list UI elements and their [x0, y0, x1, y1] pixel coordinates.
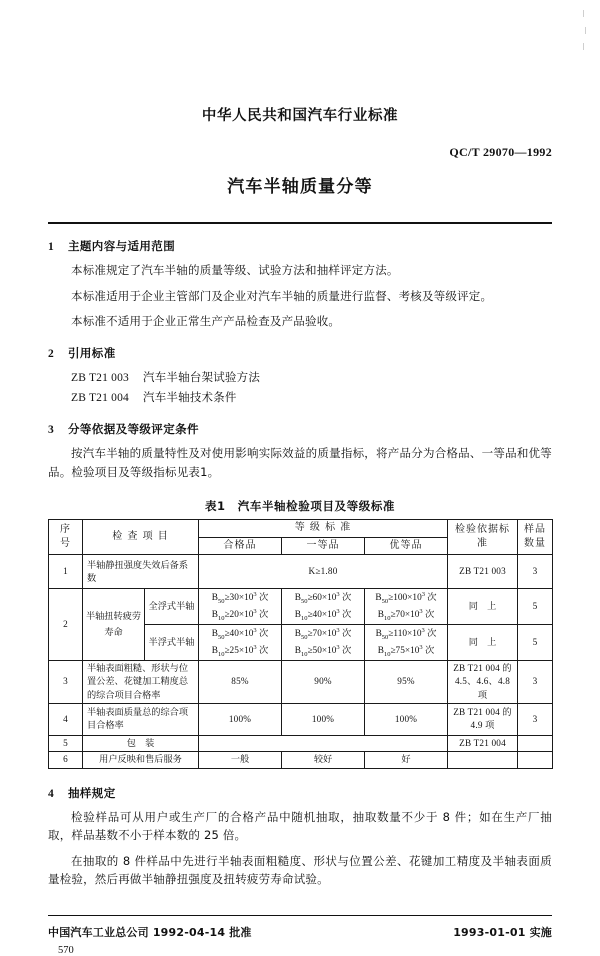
row-2a-pass-line2: $B_{10}\ge 20\times 10^3$ 次	[211, 607, 269, 622]
row-2b-superior-line2: $B_{10}\ge 75\times 10^3$ 次	[377, 643, 435, 658]
row-2a-first	[282, 589, 365, 625]
row-4-item: 半轴表面质量总的综合项目合格率	[83, 703, 199, 735]
row-4-seq: 4	[49, 703, 83, 735]
row-2a-first-line1: $B_{50}\ge 60\times 10^3$ 次	[294, 591, 352, 606]
row-2a-superior	[365, 589, 448, 625]
row-2b-qty: 5	[518, 625, 553, 661]
row-3-qty: 3	[518, 660, 553, 703]
section-number-4: 4	[48, 787, 55, 800]
section-title-2: 引用标准	[68, 345, 116, 360]
row-6-pass: 一般	[199, 752, 282, 768]
row-2a-superior-line2: $B_{10}\ge 70\times 10^3$ 次	[377, 607, 435, 622]
row-4-first: 100%	[282, 703, 365, 735]
scan-artifact-mark	[583, 43, 584, 50]
section-1-paragraph-3: 本标准不适用于企业正常生产产品检查及产品验收。	[71, 314, 341, 329]
header-item: 检 查 项 目	[83, 520, 199, 555]
reference-item-1	[48, 368, 552, 388]
table-row	[49, 735, 553, 751]
scan-artifact-mark	[585, 27, 586, 34]
row-2b-pass-line2: $B_{10}\ge 25\times 10^3$ 次	[211, 643, 269, 658]
row-3-basis-line1: ZB T21 004 的	[453, 662, 512, 673]
row-4-basis	[448, 703, 518, 735]
page-number: 570	[58, 945, 74, 956]
row-2b-basis: 同 上	[448, 625, 518, 661]
row-1-merged-value: K≥1.80	[199, 555, 448, 589]
row-1-item: 半轴静扭强度失效后备系数	[83, 555, 199, 589]
row-2a-superior-line1: $B_{50}\ge 100\times 10^3$ 次	[375, 591, 437, 606]
row-2b-first	[282, 625, 365, 661]
row-4-qty: 3	[518, 703, 553, 735]
section-number-2: 2	[48, 347, 55, 360]
row-5-qty	[518, 735, 553, 751]
table-caption: 表1 汽车半轴检验项目及等级标准	[204, 499, 396, 514]
section-title-4: 抽样规定	[68, 785, 116, 800]
scan-artifact-mark	[583, 10, 584, 17]
row-4-superior: 100%	[365, 703, 448, 735]
table-header-row-1	[49, 520, 553, 538]
standard-code: QC/T 29070—1992	[449, 145, 552, 159]
header-seq-line2: 号	[60, 538, 71, 550]
header-seq	[49, 520, 83, 555]
row-3-first: 90%	[282, 660, 365, 703]
table-row	[49, 660, 553, 703]
row-6-first: 较好	[282, 752, 365, 768]
reference-title-2: 汽车半轴技术条件	[143, 389, 237, 404]
row-2b-first-line1: $B_{50}\ge 70\times 10^3$ 次	[294, 627, 352, 642]
reference-title-1: 汽车半轴台架试验方法	[143, 369, 261, 384]
row-2b-superior-line1: $B_{50}\ge 110\times 10^3$ 次	[375, 627, 437, 642]
row-5-seq: 5	[49, 735, 83, 751]
reference-item-2	[48, 388, 552, 408]
row-3-pass: 85%	[199, 660, 282, 703]
row-6-basis	[448, 752, 518, 768]
standard-organization: 中华人民共和国汽车行业标准	[201, 108, 399, 124]
row-6-item: 用户反映和售后服务	[83, 752, 199, 768]
reference-code-1: ZB T21 003	[71, 371, 130, 384]
footer	[48, 924, 552, 940]
section-4-paragraph-1: 检验样品可从用户或生产厂的合格产品中随机抽取，抽取数量不少于 8 件；如在生产厂抽取，样品基数不小于样本数的 25 倍。	[48, 809, 552, 843]
row-4-basis-line1: ZB T21 004 的	[453, 707, 512, 718]
header-basis: 检验依据标准	[448, 520, 518, 555]
header-grade-pass: 合格品	[199, 537, 282, 555]
row-2b-pass	[199, 625, 282, 661]
row-4-basis-line2: 4.9 项	[470, 720, 495, 731]
header-qty-line1: 样品	[524, 523, 547, 535]
section-heading-1	[48, 238, 552, 254]
row-1-qty: 3	[518, 555, 553, 589]
header-qty-line2: 数量	[524, 538, 547, 550]
row-2b-first-line2: $B_{10}\ge 50\times 10^3$ 次	[294, 643, 352, 658]
row-3-seq: 3	[49, 660, 83, 703]
row-2b-label: 半浮式半轴	[145, 625, 199, 661]
section-heading-2	[48, 345, 552, 361]
row-2a-label: 全浮式半轴	[145, 589, 199, 625]
row-2-item	[83, 589, 145, 661]
row-6-superior: 好	[365, 752, 448, 768]
section-1-paragraph-2: 本标准适用于企业主管部门及企业对汽车半轴的质量进行监督、考核及等级评定。	[71, 288, 493, 303]
section-number-1: 1	[48, 241, 55, 253]
document-content	[48, 0, 552, 956]
row-4-pass: 100%	[199, 703, 282, 735]
header-grade-first: 一等品	[282, 537, 365, 555]
section-heading-4	[48, 785, 552, 801]
header-divider	[48, 222, 552, 224]
footer-divider	[48, 915, 552, 916]
row-6-seq: 6	[49, 752, 83, 768]
table-row	[49, 752, 553, 768]
header-qty	[518, 520, 553, 555]
header-grade-superior: 优等品	[365, 537, 448, 555]
page-title: 汽车半轴质量分等	[227, 177, 373, 197]
row-2b-superior	[365, 625, 448, 661]
section-4-paragraph-2: 在抽取的 8 件样品中先进行半轴表面粗糙度、形状与位置公差、花键加工精度及半轴表面质量检验，然后再做半轴静扭强度及扭转疲劳寿命试验。	[48, 853, 552, 887]
section-title-1: 主题内容与适用范围	[68, 239, 176, 253]
section-1-paragraph-1: 本标准规定了汽车半轴的质量等级、试验方法和抽样评定方法。	[71, 263, 399, 277]
row-2-seq: 2	[49, 589, 83, 661]
row-2b-pass-line1: $B_{50}\ge 40\times 10^3$ 次	[211, 627, 269, 642]
reference-code-2: ZB T21 004	[71, 391, 130, 404]
footer-implementation: 1993-01-01 实施	[453, 926, 552, 940]
row-5-merged-blank	[199, 735, 448, 751]
header-grade-group: 等 级 标 准	[199, 520, 448, 538]
row-2-item-text: 半轴扭转疲劳寿命	[85, 610, 142, 638]
row-1-basis: ZB T21 003	[448, 555, 518, 589]
row-2a-pass-line1: $B_{50}\ge 30\times 10^3$ 次	[211, 591, 269, 606]
inspection-standards-table	[48, 519, 553, 768]
row-2a-pass	[199, 589, 282, 625]
row-3-basis	[448, 660, 518, 703]
table-row	[49, 703, 553, 735]
footer-approval: 中国汽车工业总公司 1992-04-14 批准	[48, 926, 252, 940]
row-3-basis-line2: 4.5、4.6、4.8 项	[455, 676, 511, 700]
row-5-item: 包 装	[83, 735, 199, 751]
row-2a-qty: 5	[518, 589, 553, 625]
table-row	[49, 589, 553, 625]
row-2a-basis: 同 上	[448, 589, 518, 625]
section-3-paragraph-1: 按汽车半轴的质量特性及对使用影响实际效益的质量指标，将产品分为合格品、一等品和优等品。检验项目及等级指标见表1。	[48, 446, 552, 479]
section-heading-3	[48, 421, 552, 437]
row-3-item: 半轴表面粗糙、形状与位置公差、花键加工精度总的综合项目合格率	[83, 660, 199, 703]
section-number-3: 3	[48, 424, 55, 437]
row-5-basis: ZB T21 004	[448, 735, 518, 751]
section-title-3: 分等依据及等级评定条件	[68, 422, 199, 437]
row-6-qty	[518, 752, 553, 768]
row-1-seq: 1	[49, 555, 83, 589]
table-row	[49, 555, 553, 589]
row-2a-first-line2: $B_{10}\ge 40\times 10^3$ 次	[294, 607, 352, 622]
header-seq-line1: 序	[60, 523, 71, 535]
row-3-superior: 95%	[365, 660, 448, 703]
